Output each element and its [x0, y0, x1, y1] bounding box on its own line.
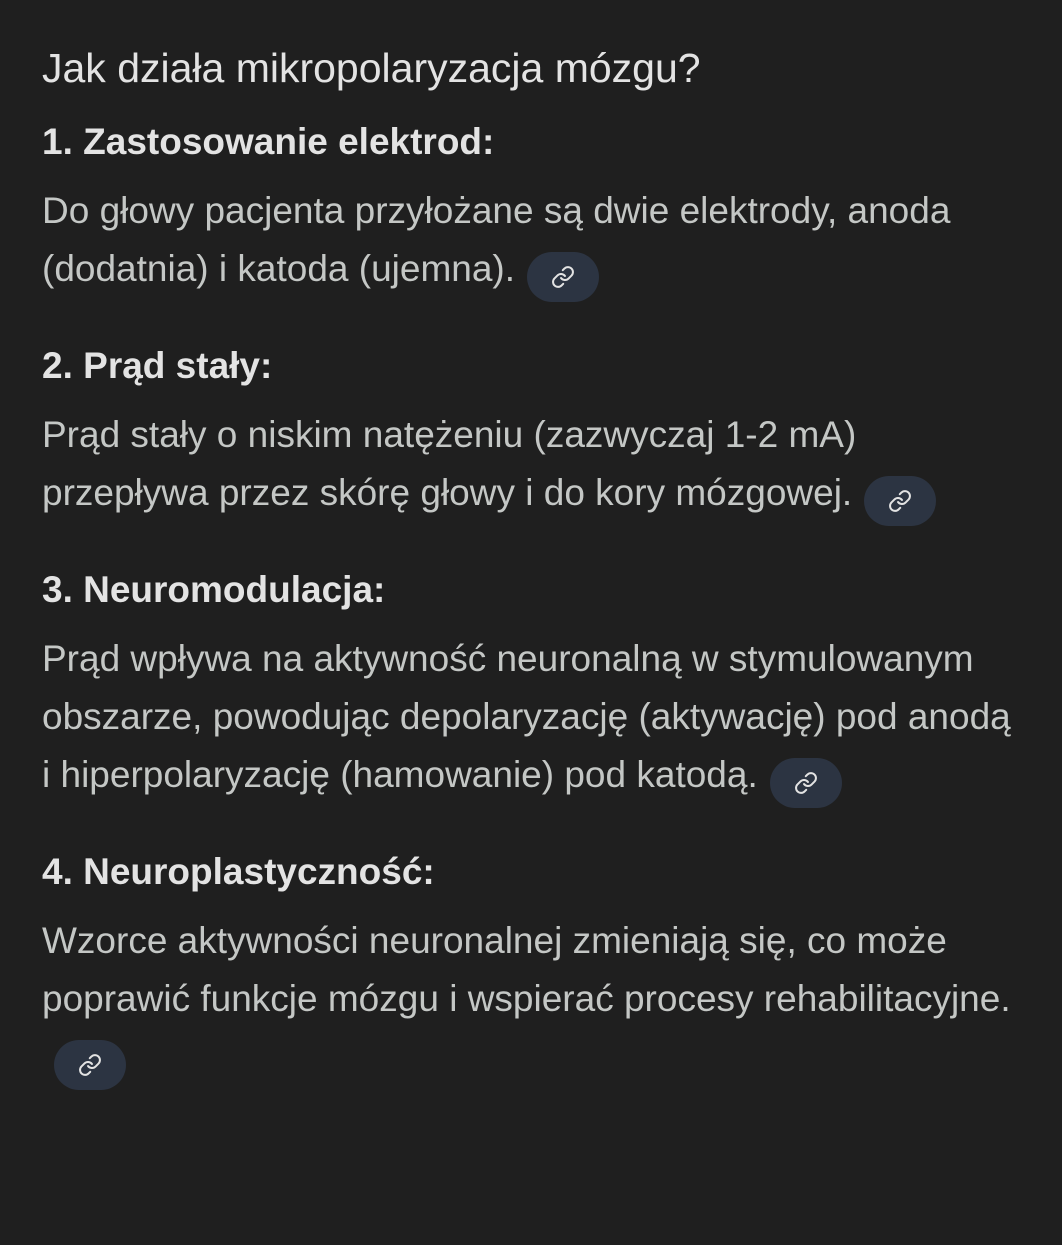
section-body-text: Wzorce aktywności neuronalnej zmieniają się, co może poprawić funkcje mózgu i wspierać procesy rehabilitacyjne.	[42, 920, 1011, 1019]
source-link-button[interactable]	[527, 252, 599, 302]
source-link-button[interactable]	[770, 758, 842, 808]
link-icon	[794, 771, 818, 795]
section-body	[42, 912, 1026, 1090]
section-electrodes	[42, 118, 1026, 302]
section-neuromodulation	[42, 566, 1026, 808]
source-link-button[interactable]	[54, 1040, 126, 1090]
section-direct-current	[42, 342, 1026, 526]
section-heading: 4. Neuroplastyczność:	[42, 851, 435, 892]
page-title: Jak działa mikropolaryzacja mózgu?	[42, 45, 701, 91]
link-icon	[888, 489, 912, 513]
section-body-text: Do głowy pacjenta przyłożane są dwie elektrody, anoda (dodatnia) i katoda (ujemna).	[42, 190, 951, 289]
section-body-text: Prąd wpływa na aktywność neuronalną w stymulowanym obszarze, powodując depolaryzację (aktywację) pod anodą i hiperpolaryzację (hamowanie) pod katodą.	[42, 638, 1011, 795]
section-heading: 3. Neuromodulacja:	[42, 569, 386, 610]
section-body	[42, 630, 1026, 808]
section-heading: 2. Prąd stały:	[42, 345, 273, 386]
section-neuroplasticity	[42, 848, 1026, 1090]
link-icon	[551, 265, 575, 289]
section-heading: 1. Zastosowanie elektrod:	[42, 121, 495, 162]
source-link-button[interactable]	[864, 476, 936, 526]
link-icon	[78, 1053, 102, 1077]
section-body	[42, 406, 1026, 526]
section-body-text: Prąd stały o niskim natężeniu (zazwyczaj 1-2 mA) przepływa przez skórę głowy i do kory mózgowej.	[42, 414, 857, 513]
section-body	[42, 182, 1026, 302]
